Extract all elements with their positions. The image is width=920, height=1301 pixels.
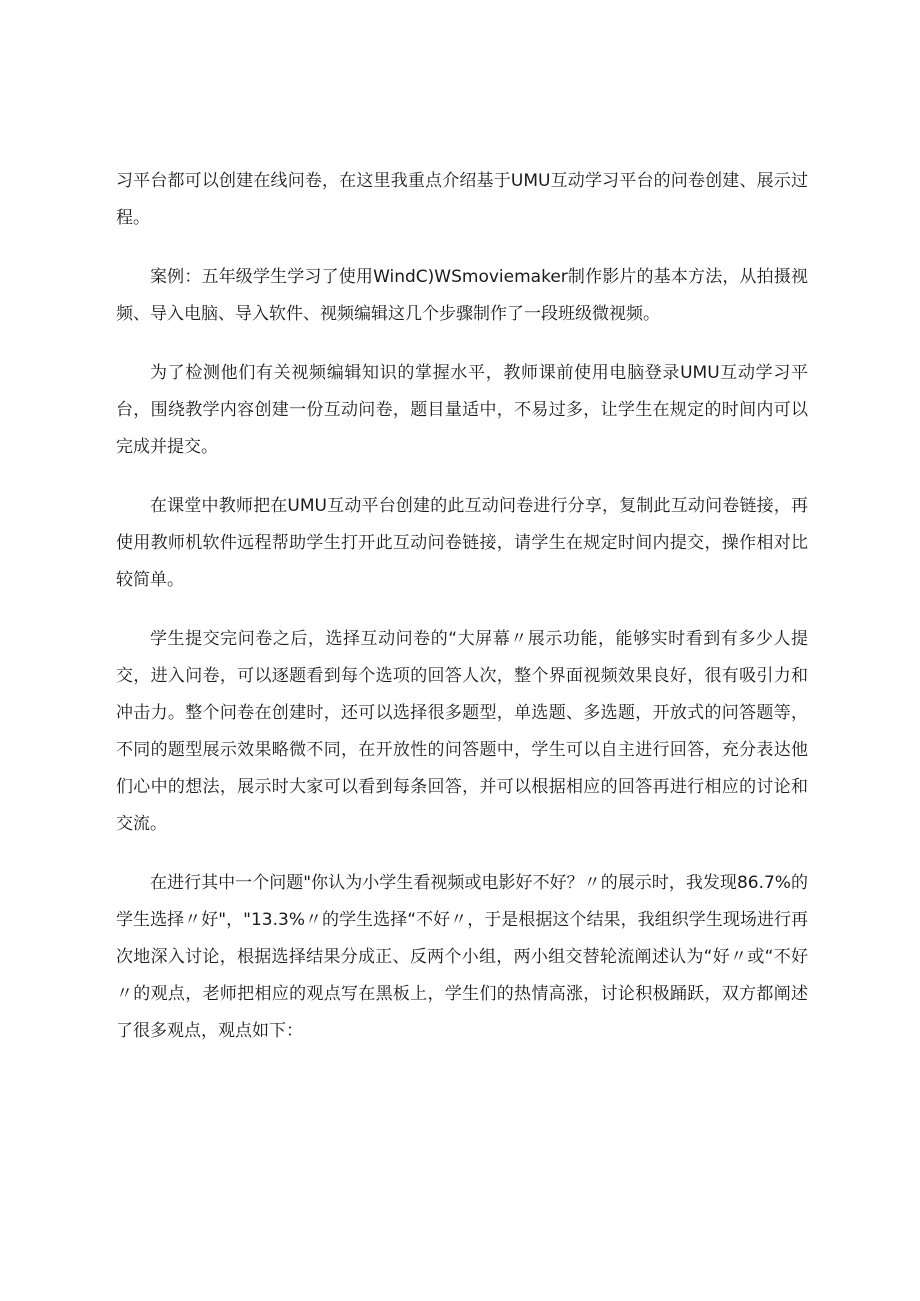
paragraph-discussion-results: 在进行其中一个问题"你认为小学生看视频或电影好不好？〃的展示时，我发现86.7%的学生选择〃好"，"13.3%〃的学生选择“不好〃，于是根据这个结果，我组织学生现场进行再次地深入讨论，根据选择结果分成正、反两个小组，两小组交替轮流阐述认为“好〃或“不好〃的观点，老师把相应的观点写在黑板上，学生们的热情高涨，讨论积极踊跃，双方都阐述了很多观点，观点如下： <box>116 873 808 1041</box>
paragraph-case-example: 案例：五年级学生学习了使用WindC)WSmoviemaker制作影片的基本方法，从拍摄视频、导入电脑、导入软件、视频编辑这几个步骤制作了一段班级微视频。 <box>116 267 808 324</box>
document-body <box>116 163 808 1072</box>
paragraph-in-class-sharing: 在课堂中教师把在UMU互动平台创建的此互动问卷进行分享，复制此互动问卷链接，再使用教师机软件远程帮助学生打开此互动问卷链接，请学生在规定时间内提交，操作相对比较简单。 <box>116 496 808 590</box>
paragraph-big-screen-display: 学生提交完问卷之后，选择互动问卷的“大屏幕〃展示功能，能够实时看到有多少人提交，进入问卷，可以逐题看到每个选项的回答人次，整个界面视频效果良好，很有吸引力和冲击力。整个问卷在创建时，还可以选择很多题型，单选题、多选题，开放式的问答题等，不同的题型展示效果略微不同，在开放性的问答题中，学生可以自主进行回答，充分表达他们心中的想法，展示时大家可以看到每条回答，并可以根据相应的回答再进行相应的讨论和交流。 <box>116 629 808 834</box>
paragraph-continuation: 习平台都可以创建在线问卷，在这里我重点介绍基于UMU互动学习平台的问卷创建、展示过程。 <box>116 171 808 228</box>
paragraph-pre-class-survey: 为了检测他们有关视频编辑知识的掌握水平，教师课前使用电脑登录UMU互动学习平台，围绕教学内容创建一份互动问卷，题目量适中，不易过多，让学生在规定的时间内可以完成并提交。 <box>116 363 808 457</box>
